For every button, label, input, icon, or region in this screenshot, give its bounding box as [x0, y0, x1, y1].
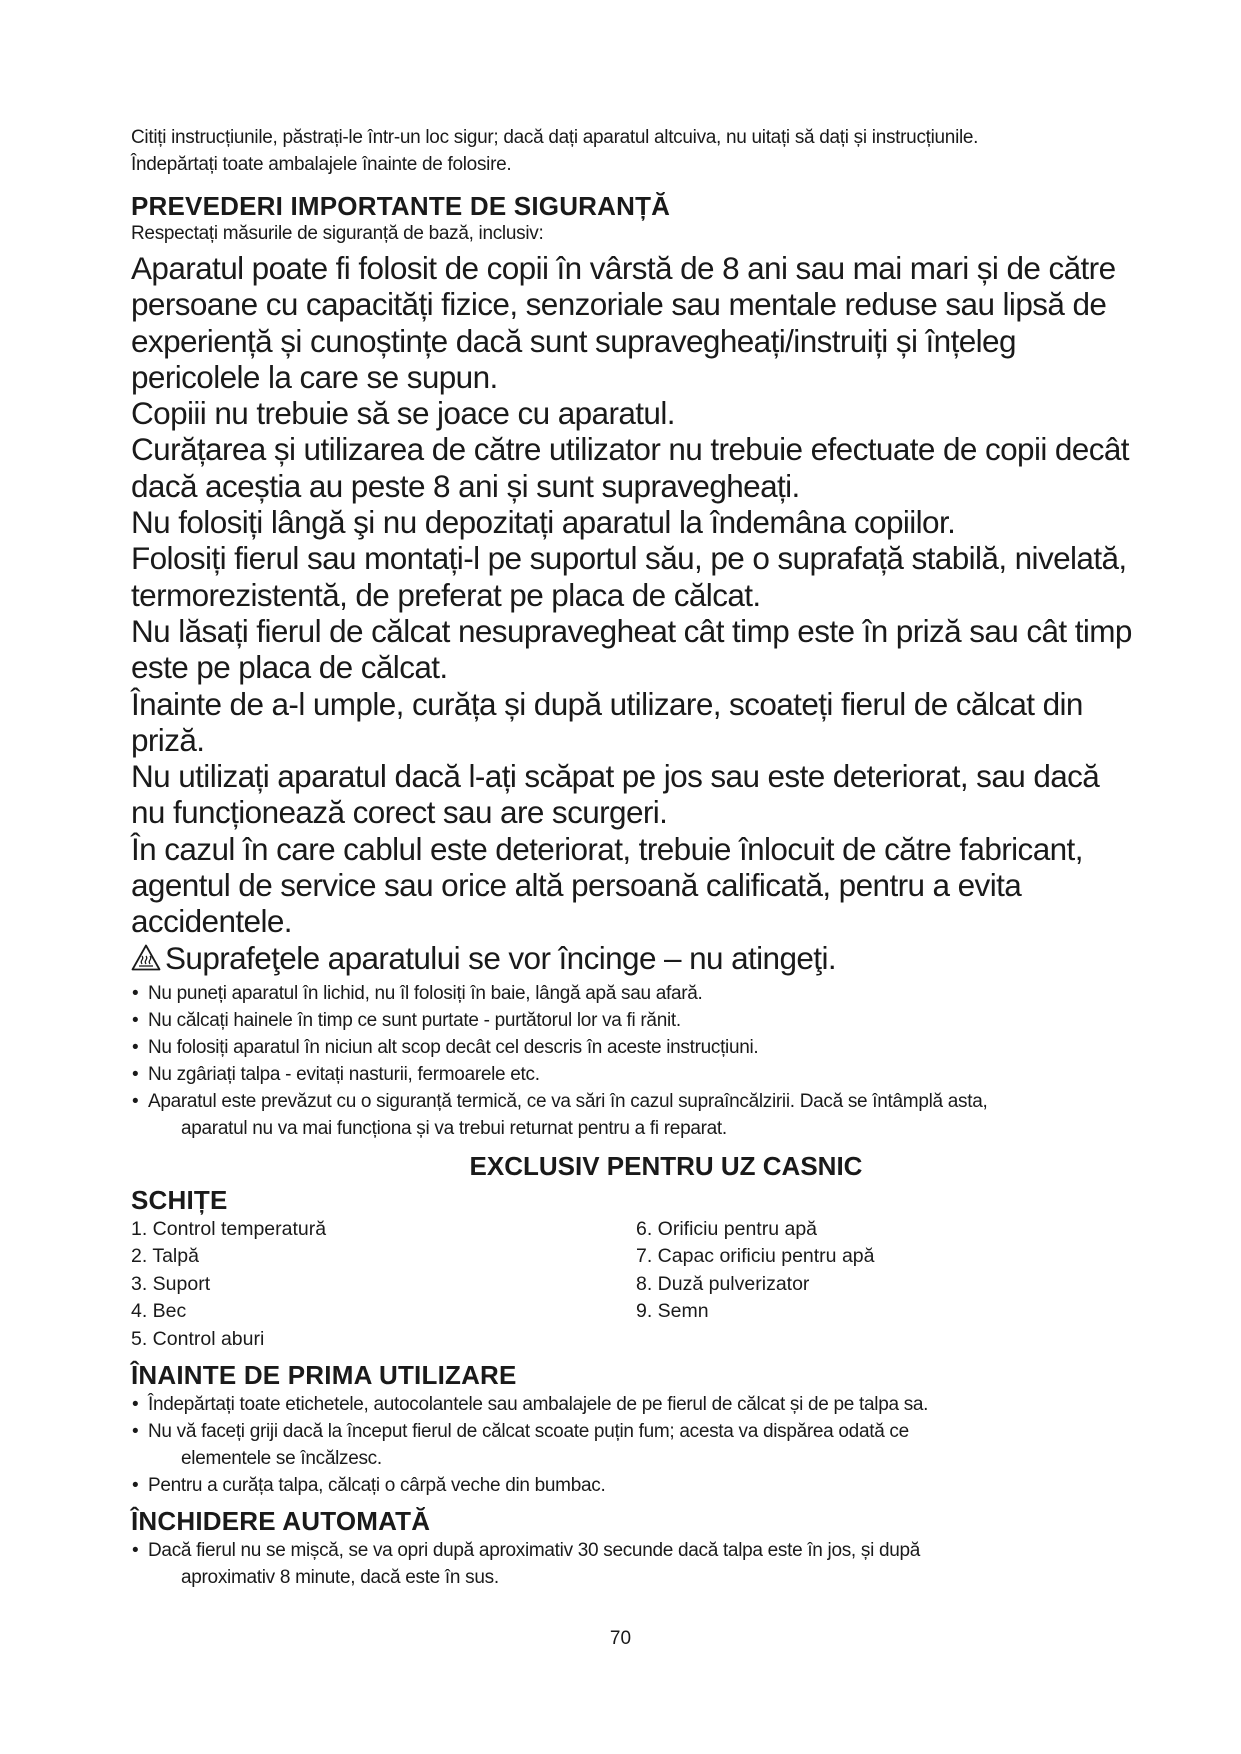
safety-title: PREVEDERI IMPORTANTE DE SIGURANȚĂ — [131, 191, 671, 221]
auto-off-title: ÎNCHIDERE AUTOMATĂ — [131, 1506, 431, 1537]
safety-item-9: În cazul în care cablul este deteriorat, trebuie înlocuit de către fabricant, agentul de service sau orice altă persoană calificată, pentru a evita accidentele. — [131, 830, 1083, 940]
page-number: 70 — [609, 1628, 632, 1649]
document-page — [131, 124, 1141, 1591]
hot-surface-warning — [131, 940, 1141, 976]
auto-off-bullets — [131, 1537, 1141, 1591]
safety-item-1: Aparatul poate fi folosit de copii în vârstă de 8 ani sau mai mari și de către persoane cu capacități fizice, senzoriale sau mentale reduse sau lipsă de experiență și cunoștințe dacă sunt supravegheați/instruiți și înțeleg pericolele la care se supun. — [131, 250, 1116, 395]
list-item — [131, 1418, 1141, 1472]
hot-surface-warning-text: Suprafeţele aparatului se vor încinge – nu atingeţi. — [165, 939, 837, 976]
parts-column-2 — [636, 1216, 874, 1354]
first-use-bullets — [131, 1391, 1141, 1499]
safety-subtitle: Respectați măsurile de siguranță de bază, inclusiv: — [131, 223, 544, 244]
first-use-title: ÎNAINTE DE PRIMA UTILIZARE — [131, 1360, 517, 1391]
list-item — [131, 1088, 1141, 1142]
list-item — [131, 1537, 1141, 1591]
part-item: 3. Suport — [131, 1272, 211, 1295]
intro — [131, 124, 1141, 178]
safety-item-5: Folosiți fierul sau montați-l pe suportul său, pe o suprafață stabilă, nivelată, termorezistentă, de preferat pe placa de călcat. — [131, 540, 1127, 613]
list-item-line: Dacă fierul nu se mișcă, se va opri după aproximativ 30 secunde dacă talpa este în jos, și după — [148, 1540, 921, 1562]
parts-list — [131, 1216, 1141, 1354]
list-item-continuation: aparatul nu va mai funcționa și va trebui returnat pentru a fi reparat. — [181, 1117, 727, 1139]
list-item-continuation: aproximativ 8 minute, dacă este în sus. — [181, 1567, 499, 1589]
part-item: 6. Orificiu pentru apă — [636, 1217, 818, 1240]
safety-instructions — [131, 250, 1141, 976]
part-item: 8. Duză pulverizator — [636, 1272, 810, 1295]
list-item-continuation: elementele se încălzesc. — [181, 1448, 382, 1470]
safety-item-3: Curățarea și utilizarea de către utilizator nu trebuie efectuate de copii decât dacă aceștia au peste 8 ani și sunt supravegheați. — [131, 431, 1129, 504]
list-item: • Îndepărtați toate etichetele, autocolantele sau ambalajele de pe fierul de călcat și de pe talpa sa. — [131, 1391, 1141, 1418]
safety-item-2: Copiii nu trebuie să se joace cu aparatul. — [131, 395, 675, 432]
list-item-line: Aparatul este prevăzut cu o siguranță termică, ce va sări în cazul supraîncălzirii. Dacă se întâmplă asta, — [148, 1090, 988, 1112]
part-item: 9. Semn — [636, 1300, 709, 1323]
parts-column-1 — [131, 1216, 636, 1354]
safety-item-4: Nu folosiți lângă şi nu depozitați aparatul la îndemâna copiilor. — [131, 504, 956, 541]
list-item: • Nu călcați hainele în timp ce sunt purtate - purtătorul lor va fi rănit. — [131, 1007, 1141, 1034]
safety-bullets — [131, 980, 1141, 1142]
list-item: • Nu puneți aparatul în lichid, nu îl folosiți în baie, lângă apă sau afară. — [131, 980, 1141, 1007]
part-item: 1. Control temperatură — [131, 1217, 327, 1240]
hot-surface-warning-icon — [131, 944, 161, 971]
safety-item-8: Nu utilizați aparatul dacă l-ați scăpat pe jos sau este deteriorat, sau dacă nu funcționează corect sau are scurgeri. — [131, 758, 1100, 831]
list-item: • Nu zgâriați talpa - evitați nasturii, fermoarele etc. — [131, 1061, 1141, 1088]
schite-title: SCHIȚE — [131, 1184, 228, 1215]
list-item: • Pentru a curăța talpa, călcați o cârpă veche din bumbac. — [131, 1472, 1141, 1499]
part-item: 2. Talpă — [131, 1245, 199, 1268]
safety-item-6: Nu lăsați fierul de călcat nesupravegheat cât timp este în priză sau cât timp este pe placa de călcat. — [131, 612, 1132, 686]
list-item-line: Nu vă faceți griji dacă la început fierul de călcat scoate puțin fum; acesta va dispărea odată ce — [148, 1421, 909, 1443]
part-item: 7. Capac orificiu pentru apă — [636, 1245, 875, 1268]
intro-line-1: Citiți instrucțiunile, păstrați-le într-un loc sigur; dacă dați aparatul altcuiva, nu uitați să dați și instrucțiunile. — [131, 127, 979, 148]
household-use-heading: EXCLUSIV PENTRU UZ CASNIC — [469, 1150, 863, 1181]
part-item: 4. Bec — [131, 1300, 187, 1323]
list-item: • Nu folosiți aparatul în niciun alt scop decât cel descris în aceste instrucțiuni. — [131, 1034, 1141, 1061]
part-item: 5. Control aburi — [131, 1327, 265, 1350]
intro-line-2: Îndepărtați toate ambalajele înainte de folosire. — [131, 154, 512, 175]
safety-item-7: Înainte de a-l umple, curăța și după utilizare, scoateți fierul de călcat din priză. — [131, 685, 1083, 758]
